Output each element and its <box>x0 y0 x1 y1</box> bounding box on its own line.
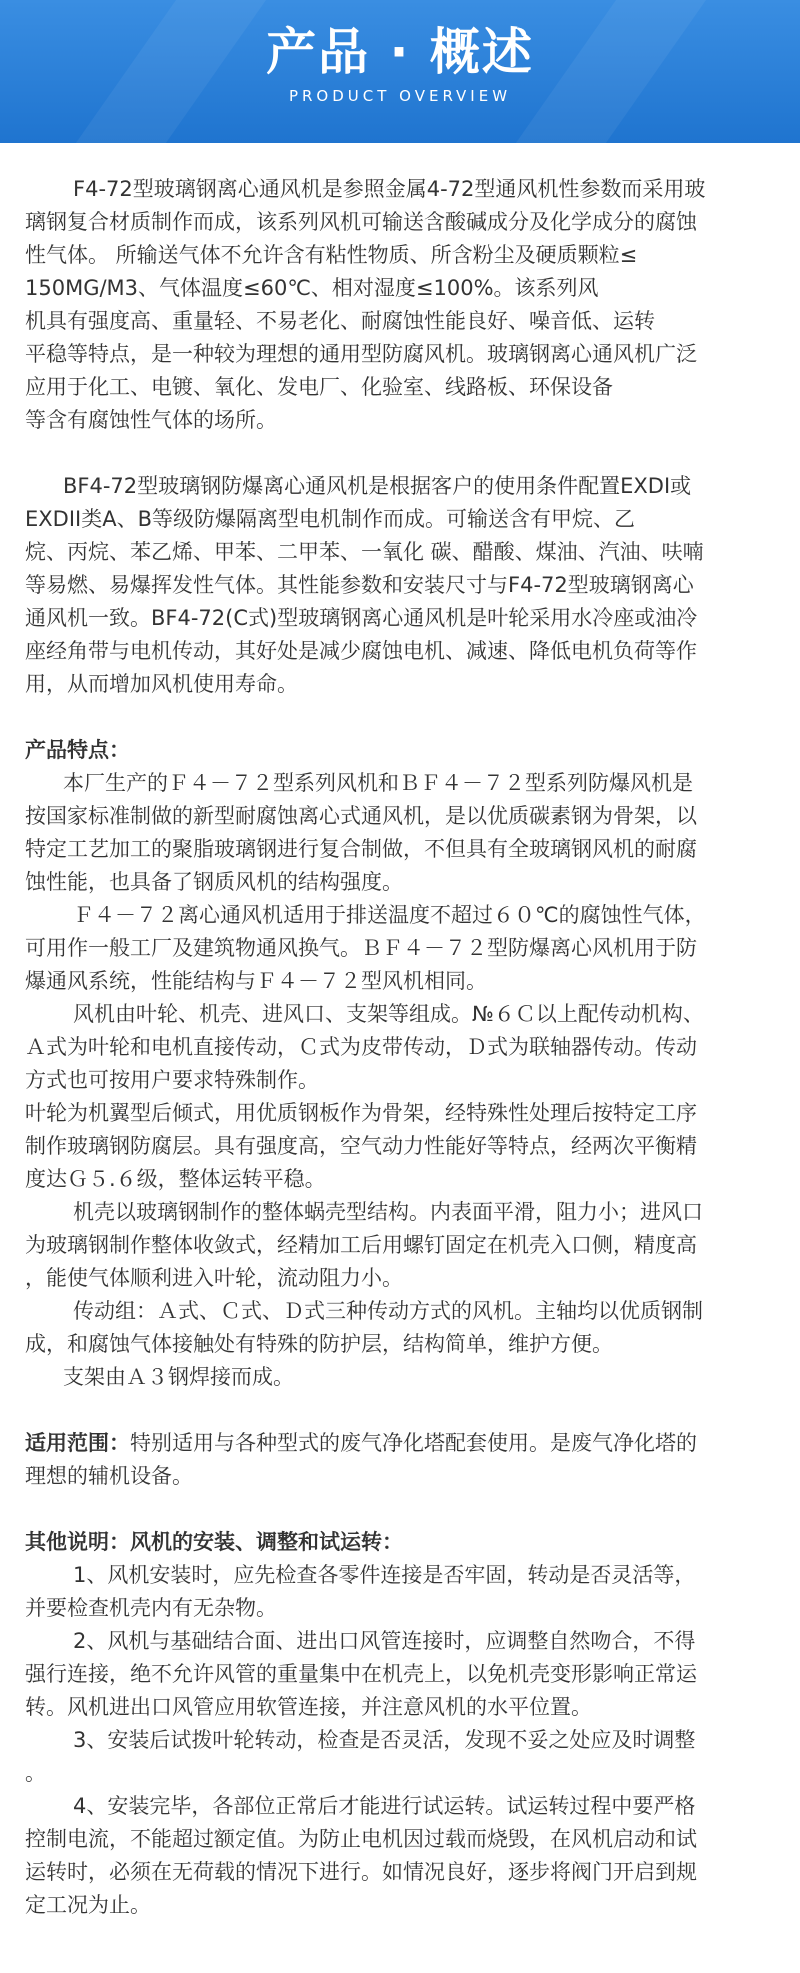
note-line: 运转时，必须在无荷载的情况下进行。如情况良好，逐步将阀门开启到规 <box>25 1860 697 1884</box>
note-line: 控制电流，不能超过额定值。为防止电机因过载而烧毁，在风机启动和试 <box>25 1827 697 1851</box>
explosion-proof-line: EXDII类A、B等级防爆隔离型电机制作而成。可输送含有甲烷、乙 <box>25 507 635 531</box>
note-line: 转。风机进出口风管应用软管连接，并注意风机的水平位置。 <box>25 1695 592 1719</box>
note-line: 4、安装完毕，各部位正常后才能进行试运转。试运转过程中要严格 <box>73 1794 696 1818</box>
note-line: 定工况为止。 <box>25 1893 151 1917</box>
explosion-proof-line: 烷、丙烷、苯乙烯、甲苯、二甲苯、一氧化 碳、醋酸、煤油、汽油、呋喃 <box>25 540 704 564</box>
intro-line: 应用于化工、电镀、氧化、发电厂、化验室、线路板、环保设备 <box>25 375 613 399</box>
page-subtitle: PRODUCT OVERVIEW <box>288 87 512 105</box>
intro-line: F4-72型玻璃钢离心通风机是参照金属4-72型通风机性参数而采用玻 <box>73 177 706 201</box>
notes-lines <box>25 1559 775 1922</box>
intro-line: 璃钢复合材质制作而成，该系列风机可输送含酸碱成分及化学成分的腐蚀 <box>25 210 697 234</box>
feature-line: ，能使气体顺利进入叶轮，流动阻力小。 <box>25 1266 403 1290</box>
feature-line: 特定工艺加工的聚脂玻璃钢进行复合制做，不但具有全玻璃钢风机的耐腐 <box>25 837 697 861</box>
feature-line: 按国家标准制做的新型耐腐蚀离心式通风机，是以优质碳素钢为骨架，以 <box>25 804 697 828</box>
article-body <box>0 143 800 1922</box>
feature-line: Ａ式为叶轮和电机直接传动，Ｃ式为皮带传动，Ｄ式为联轴器传动。传动 <box>25 1035 697 1059</box>
scope-line <box>25 1427 775 1460</box>
feature-line: 机壳以玻璃钢制作的整体蜗壳型结构。内表面平滑，阻力小；进风口 <box>73 1200 703 1224</box>
features-section <box>25 734 775 1394</box>
header-banner <box>0 0 800 143</box>
scope-text: 特别适用与各种型式的废气净化塔配套使用。是废气净化塔的 <box>130 1431 697 1455</box>
features-lines <box>25 767 775 1394</box>
note-line: 3、安装后试拨叶轮转动，检查是否灵活，发现不妥之处应及时调整 <box>73 1728 696 1752</box>
intro-line: 平稳等特点，是一种较为理想的通用型防腐风机。玻璃钢离心通风机广泛 <box>25 342 697 366</box>
feature-line: 传动组：Ａ式、Ｃ式、Ｄ式三种传动方式的风机。主轴均以优质钢制 <box>73 1299 703 1323</box>
feature-line: 叶轮为机翼型后倾式，用优质钢板作为骨架，经特殊性处理后按特定工序 <box>25 1101 697 1125</box>
note-line: 。 <box>25 1761 46 1785</box>
note-line: 2、风机与基础结合面、进出口风管连接时，应调整自然吻合，不得 <box>73 1629 696 1653</box>
explosion-proof-line: 用，从而增加风机使用寿命。 <box>25 672 298 696</box>
feature-line: 爆通风系统，性能结构与Ｆ４－７２型风机相同。 <box>25 969 487 993</box>
feature-line: 支架由Ａ３钢焊接而成。 <box>63 1365 294 1389</box>
features-heading: 产品特点： <box>25 738 130 762</box>
note-line: 1、风机安装时，应先检查各零件连接是否牢固，转动是否灵活等， <box>73 1563 696 1587</box>
notes-heading: 其他说明：风机的安装、调整和试运转： <box>25 1530 403 1554</box>
feature-line: Ｆ４－７２离心通风机适用于排送温度不超过６０℃的腐蚀性气体， <box>73 903 706 927</box>
intro-line: 机具有强度高、重量轻、不易老化、耐腐蚀性能良好、噪音低、运转 <box>25 309 655 333</box>
feature-line: 本厂生产的Ｆ４－７２型系列风机和ＢＦ４－７２型系列防爆风机是 <box>63 771 693 795</box>
feature-line: 为玻璃钢制作整体收敛式，经精加工后用螺钉固定在机壳入口侧，精度高 <box>25 1233 697 1257</box>
feature-line: 风机由叶轮、机壳、进风口、支架等组成。№６Ｃ以上配传动机构、 <box>73 1002 704 1026</box>
feature-line: 方式也可按用户要求特殊制作。 <box>25 1068 319 1092</box>
feature-line: 度达Ｇ５.６级，整体运转平稳。 <box>25 1167 326 1191</box>
intro-line: 性气体。 所输送气体不允许含有粘性物质、所含粉尘及硬质颗粒≤ <box>25 243 638 267</box>
explosion-proof-line: 通风机一致。BF4-72(C式)型玻璃钢离心通风机是叶轮采用水冷座或油冷 <box>25 606 698 630</box>
feature-line: 可用作一般工厂及建筑物通风换气。ＢＦ４－７２型防爆离心风机用于防 <box>25 936 697 960</box>
note-line: 强行连接，绝不允许风管的重量集中在机壳上，以免机壳变形影响正常运 <box>25 1662 697 1686</box>
scope-line: 理想的辅机设备。 <box>25 1464 193 1488</box>
explosion-proof-line: 座经角带与电机传动，其好处是减少腐蚀电机、减速、降低电机负荷等作 <box>25 639 697 663</box>
scope-heading: 适用范围： <box>25 1431 130 1455</box>
intro-section <box>25 173 775 437</box>
scope-section <box>25 1427 775 1493</box>
explosion-proof-line: BF4-72型玻璃钢防爆离心通风机是根据客户的使用条件配置EXDI或 <box>63 474 692 498</box>
notes-section <box>25 1526 775 1922</box>
explosion-proof-section <box>25 470 775 701</box>
explosion-proof-line: 等易燃、易爆挥发性气体。其性能参数和安装尺寸与F4-72型玻璃钢离心 <box>25 573 694 597</box>
feature-line: 制作玻璃钢防腐层。具有强度高，空气动力性能好等特点，经两次平衡精 <box>25 1134 697 1158</box>
page-title: 产品 · 概述 <box>266 23 534 81</box>
feature-line: 成，和腐蚀气体接触处有特殊的防护层，结构简单，维护方便。 <box>25 1332 613 1356</box>
intro-line: 等含有腐蚀性气体的场所。 <box>25 408 277 432</box>
feature-line: 蚀性能，也具备了钢质风机的结构强度。 <box>25 870 403 894</box>
note-line: 并要检查机壳内有无杂物。 <box>25 1596 277 1620</box>
intro-line: 150MG/M3、气体温度≤60℃、相对湿度≤100%。该系列风 <box>25 276 599 300</box>
